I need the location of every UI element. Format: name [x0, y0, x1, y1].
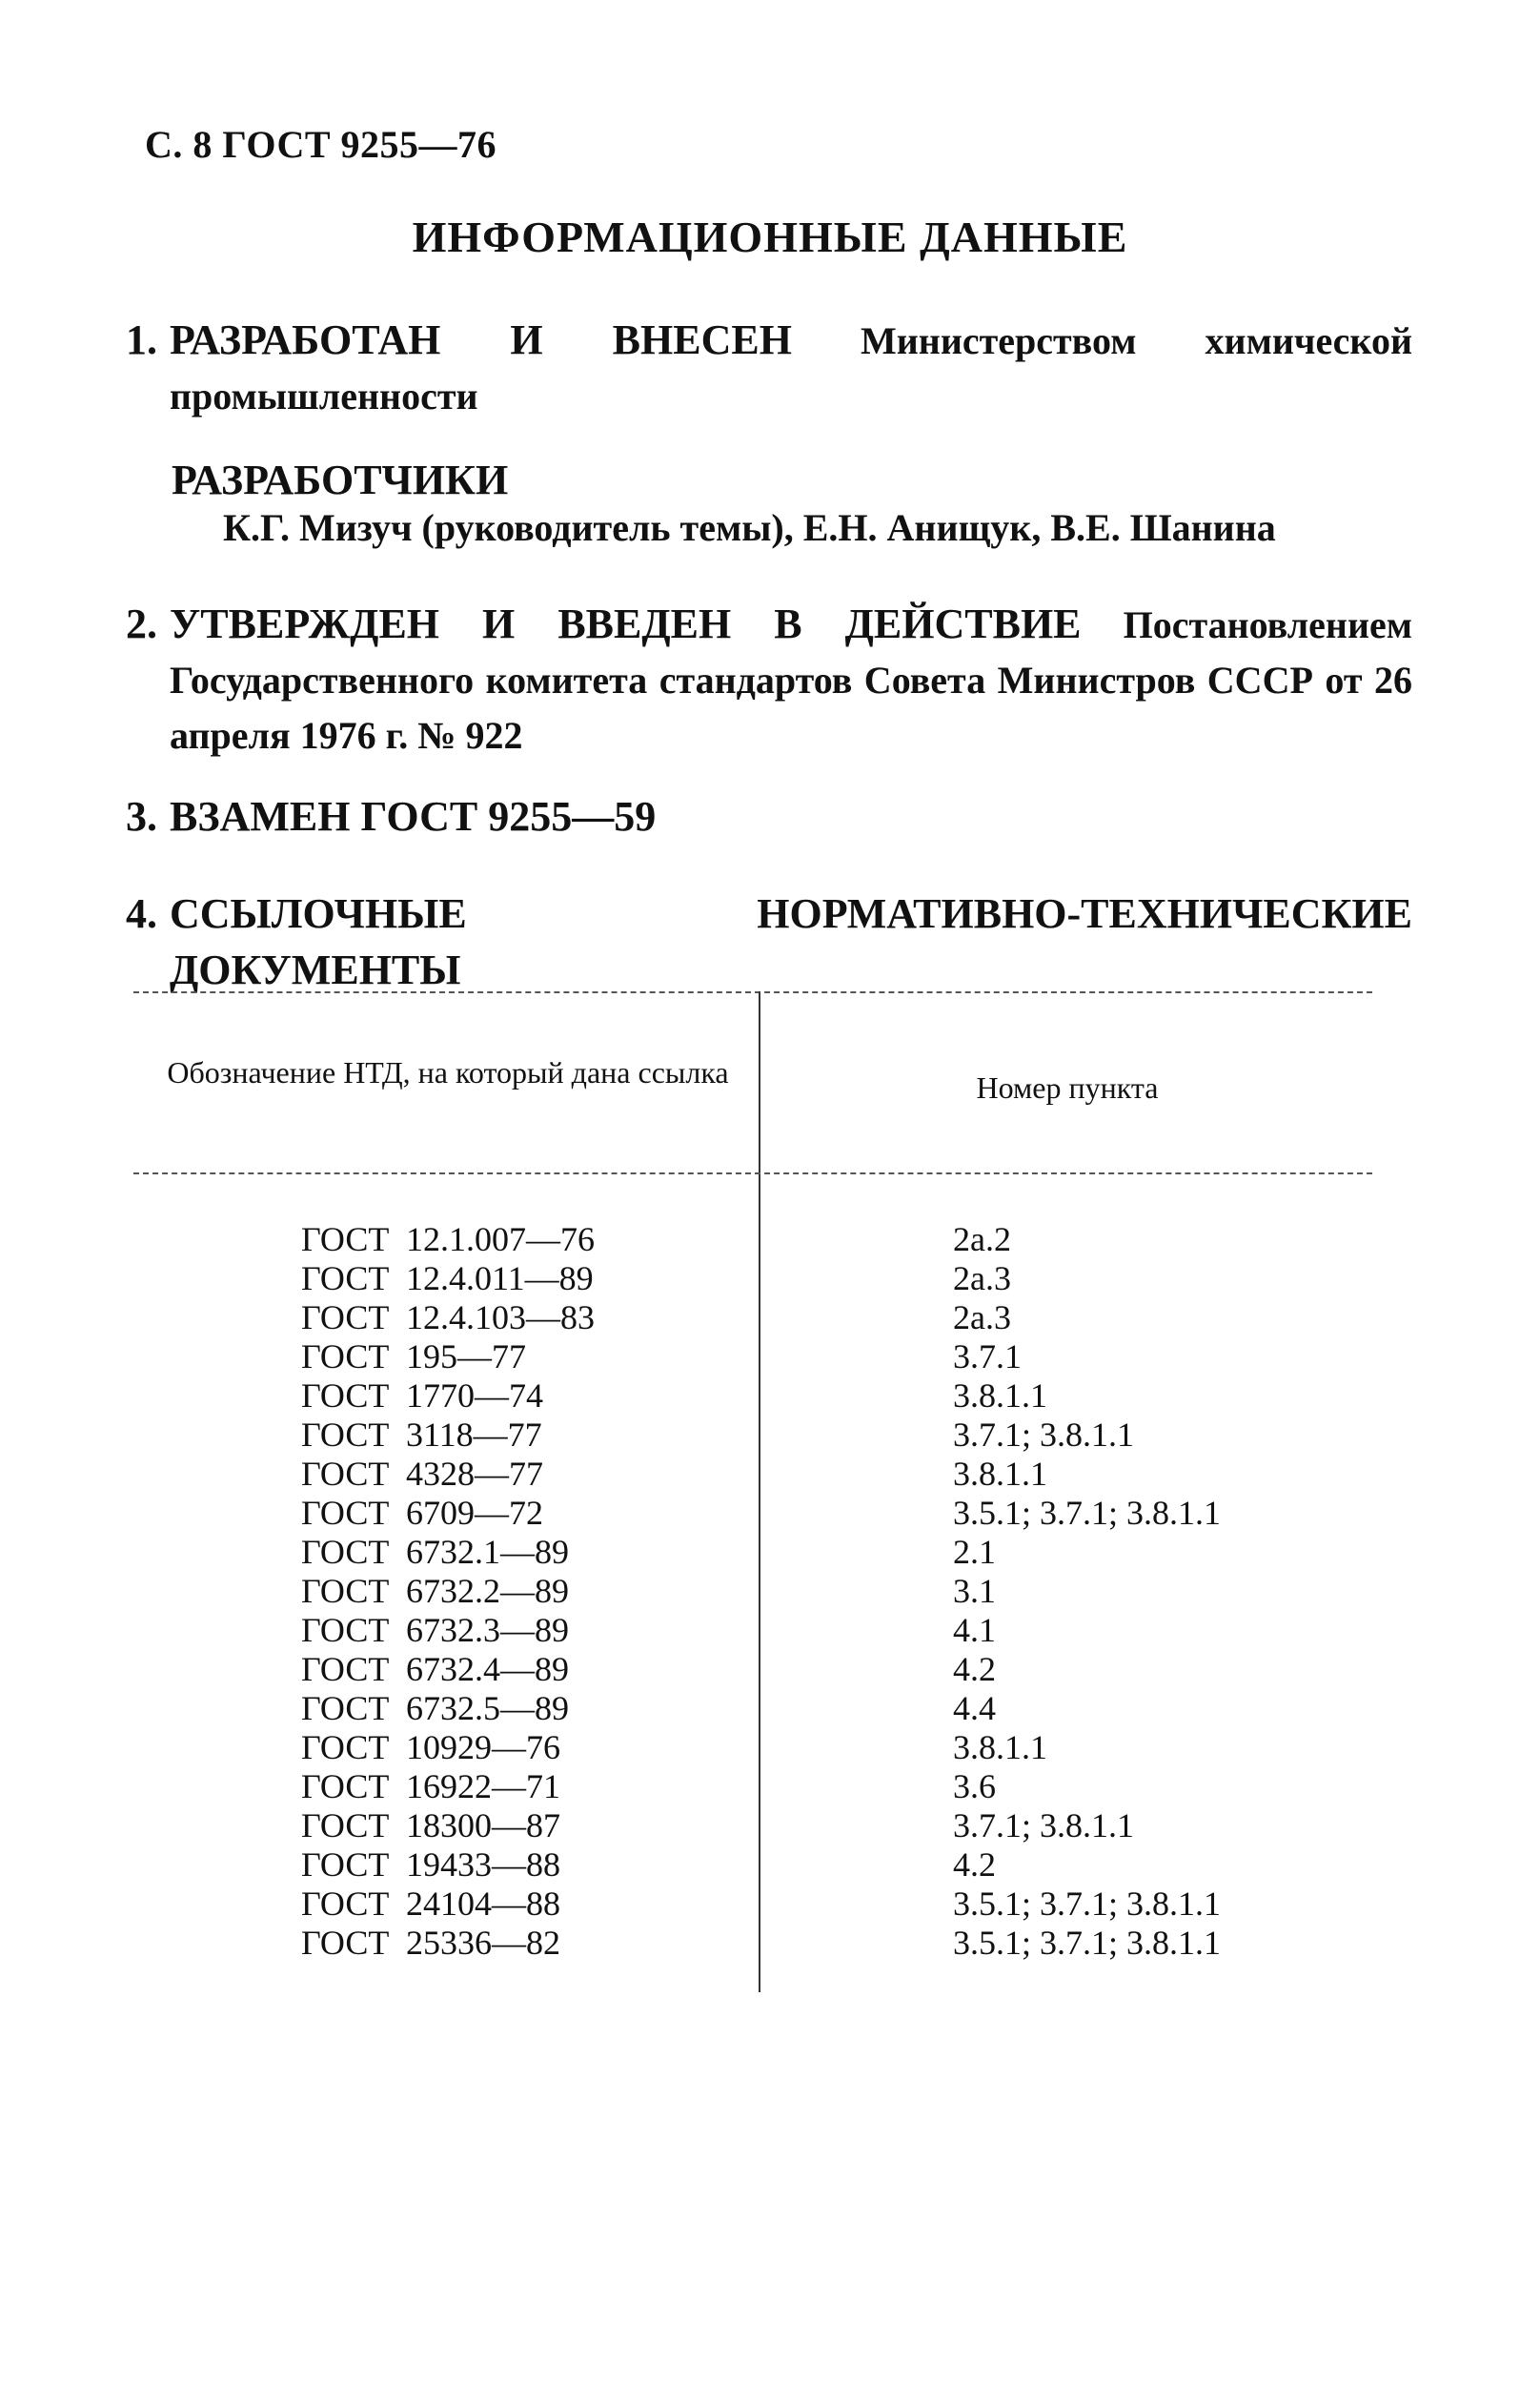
reference-cell: [301, 1455, 543, 1494]
page-header: С. 8 ГОСТ 9255—76: [145, 123, 497, 166]
reference-cell: [301, 1650, 569, 1689]
reference-cell: [301, 1259, 594, 1298]
reference-cell: [301, 1572, 569, 1611]
clause-cell: 2.1: [953, 1533, 996, 1571]
table-row: [133, 1728, 1372, 1767]
clause-cell: 3.7.1; 3.8.1.1: [953, 1806, 1135, 1844]
table-row: [133, 1494, 1372, 1533]
reference-code: 12.4.103—83: [406, 1298, 595, 1336]
table-row: [133, 1298, 1372, 1337]
reference-cell: [301, 1220, 595, 1259]
reference-cell: [301, 1416, 542, 1455]
item-number: 3.: [126, 793, 157, 840]
reference-code: 1770—74: [406, 1376, 543, 1415]
clause-cell: 4.4: [953, 1689, 996, 1727]
table-row: [133, 1845, 1372, 1885]
developers-heading: РАЗРАБОТЧИКИ: [172, 457, 509, 503]
reference-code: 6709—72: [406, 1494, 543, 1532]
reference-code: 4328—77: [406, 1455, 543, 1493]
reference-cell: [301, 1885, 560, 1924]
reference-prefix: ГОСТ: [301, 1924, 390, 1962]
reference-prefix: ГОСТ: [301, 1533, 390, 1571]
reference-prefix: ГОСТ: [301, 1650, 390, 1688]
clause-cell: 3.7.1: [953, 1337, 1022, 1375]
info-item-4: [126, 886, 1412, 999]
clause-cell: 3.5.1; 3.7.1; 3.8.1.1: [953, 1924, 1222, 1962]
table-row: [133, 1611, 1372, 1650]
reference-cell: [301, 1611, 569, 1650]
table-row: [133, 1376, 1372, 1416]
clause-cell: 3.5.1; 3.7.1; 3.8.1.1: [953, 1494, 1222, 1532]
clause-cell: 2а.3: [953, 1259, 1011, 1297]
item-number: 2.: [126, 601, 157, 647]
table-row: [133, 1337, 1372, 1376]
table-row: [133, 1806, 1372, 1845]
clause-cell: 4.2: [953, 1650, 996, 1688]
reference-code: 3118—77: [406, 1416, 542, 1454]
clause-cell: 4.1: [953, 1611, 996, 1649]
reference-cell: [301, 1845, 560, 1885]
reference-prefix: ГОСТ: [301, 1416, 390, 1454]
reference-code: 10929—76: [406, 1728, 560, 1766]
table-row: [133, 1924, 1372, 1963]
reference-prefix: ГОСТ: [301, 1455, 390, 1493]
reference-code: 6732.5—89: [406, 1689, 569, 1727]
reference-code: 16922—71: [406, 1767, 560, 1805]
clause-cell: 2а.3: [953, 1298, 1011, 1336]
clause-cell: 4.2: [953, 1845, 996, 1884]
table-row: [133, 1885, 1372, 1924]
clause-cell: 3.8.1.1: [953, 1376, 1047, 1415]
reference-cell: [301, 1298, 595, 1337]
table-row: [133, 1455, 1372, 1494]
info-item-1: [126, 313, 1412, 424]
reference-cell: [301, 1494, 543, 1533]
reference-prefix: ГОСТ: [301, 1572, 390, 1610]
reference-prefix: ГОСТ: [301, 1806, 390, 1844]
table-header-rule: [133, 1172, 1372, 1174]
column-header-reference: Обозначение НТД, на который дана ссылка: [167, 1055, 729, 1090]
clause-cell: 3.6: [953, 1767, 996, 1805]
table-row: [133, 1767, 1372, 1806]
clause-cell: 3.1: [953, 1572, 996, 1610]
table-row: [133, 1220, 1372, 1259]
table-top-rule: [133, 991, 1372, 993]
table-row: [133, 1572, 1372, 1611]
clause-cell: 3.5.1; 3.7.1; 3.8.1.1: [953, 1885, 1222, 1923]
reference-code: 12.1.007—76: [406, 1220, 595, 1258]
document-title: ИНФОРМАЦИОННЫЕ ДАННЫЕ: [412, 213, 1128, 261]
table-row: [133, 1416, 1372, 1455]
reference-prefix: ГОСТ: [301, 1494, 390, 1532]
reference-prefix: ГОСТ: [301, 1728, 390, 1766]
reference-cell: [301, 1689, 569, 1728]
item-number: 1.: [126, 316, 157, 363]
reference-cell: [301, 1806, 560, 1845]
developers-names: К.Г. Мизуч (руководитель темы), Е.Н. Анищук, В.Е. Шанина: [223, 506, 1276, 549]
reference-prefix: ГОСТ: [301, 1845, 390, 1884]
clause-cell: 3.8.1.1: [953, 1728, 1047, 1766]
reference-code: 18300—87: [406, 1806, 560, 1844]
reference-cell: [301, 1767, 560, 1806]
item-number: 4.: [126, 890, 157, 937]
reference-code: 6732.2—89: [406, 1572, 569, 1610]
item-caption: УТВЕРЖДЕН И ВВЕДЕН В ДЕЙСТВИЕ: [170, 601, 1082, 647]
reference-cell: [301, 1533, 569, 1572]
item-text: Постановлением Государственного комитета стандартов Совета Министров СССР от 26 апреля 1976 г. № 922: [170, 603, 1413, 757]
item-text: Министерством химической промышленности: [170, 319, 1412, 418]
column-header-clause: Номер пункта: [976, 1070, 1159, 1105]
reference-code: 6732.3—89: [406, 1611, 569, 1649]
references-table: [133, 991, 1372, 1992]
reference-prefix: ГОСТ: [301, 1885, 390, 1923]
reference-prefix: ГОСТ: [301, 1220, 390, 1258]
reference-cell: [301, 1924, 560, 1963]
reference-prefix: ГОСТ: [301, 1689, 390, 1727]
reference-prefix: ГОСТ: [301, 1376, 390, 1415]
item-caption: РАЗРАБОТАН И ВНЕСЕН: [170, 316, 792, 363]
reference-prefix: ГОСТ: [301, 1259, 390, 1297]
item-caption: ССЫЛОЧНЫЕ НОРМАТИВНО-ТЕХНИЧЕСКИЕ ДОКУМЕНТЫ: [170, 890, 1412, 993]
reference-prefix: ГОСТ: [301, 1298, 390, 1336]
table-row: [133, 1533, 1372, 1572]
reference-cell: [301, 1728, 560, 1767]
info-item-2: [126, 597, 1412, 764]
reference-code: 6732.1—89: [406, 1533, 569, 1571]
reference-prefix: ГОСТ: [301, 1337, 390, 1375]
item-caption: ВЗАМЕН ГОСТ 9255—59: [170, 793, 657, 840]
table-row: [133, 1650, 1372, 1689]
reference-prefix: ГОСТ: [301, 1767, 390, 1805]
reference-cell: [301, 1337, 526, 1376]
reference-code: 25336—82: [406, 1924, 560, 1962]
clause-cell: 3.7.1; 3.8.1.1: [953, 1416, 1135, 1454]
reference-code: 19433—88: [406, 1845, 560, 1884]
reference-cell: [301, 1376, 543, 1416]
clause-cell: 2а.2: [953, 1220, 1011, 1258]
reference-code: 6732.4—89: [406, 1650, 569, 1688]
reference-code: 12.4.011—89: [406, 1259, 594, 1297]
reference-code: 24104—88: [406, 1885, 560, 1923]
reference-prefix: ГОСТ: [301, 1611, 390, 1649]
table-row: [133, 1259, 1372, 1298]
table-row: [133, 1689, 1372, 1728]
table-body: [133, 1220, 1372, 1963]
clause-cell: 3.8.1.1: [953, 1455, 1047, 1493]
info-item-3: [126, 789, 1412, 846]
reference-code: 195—77: [406, 1337, 526, 1375]
